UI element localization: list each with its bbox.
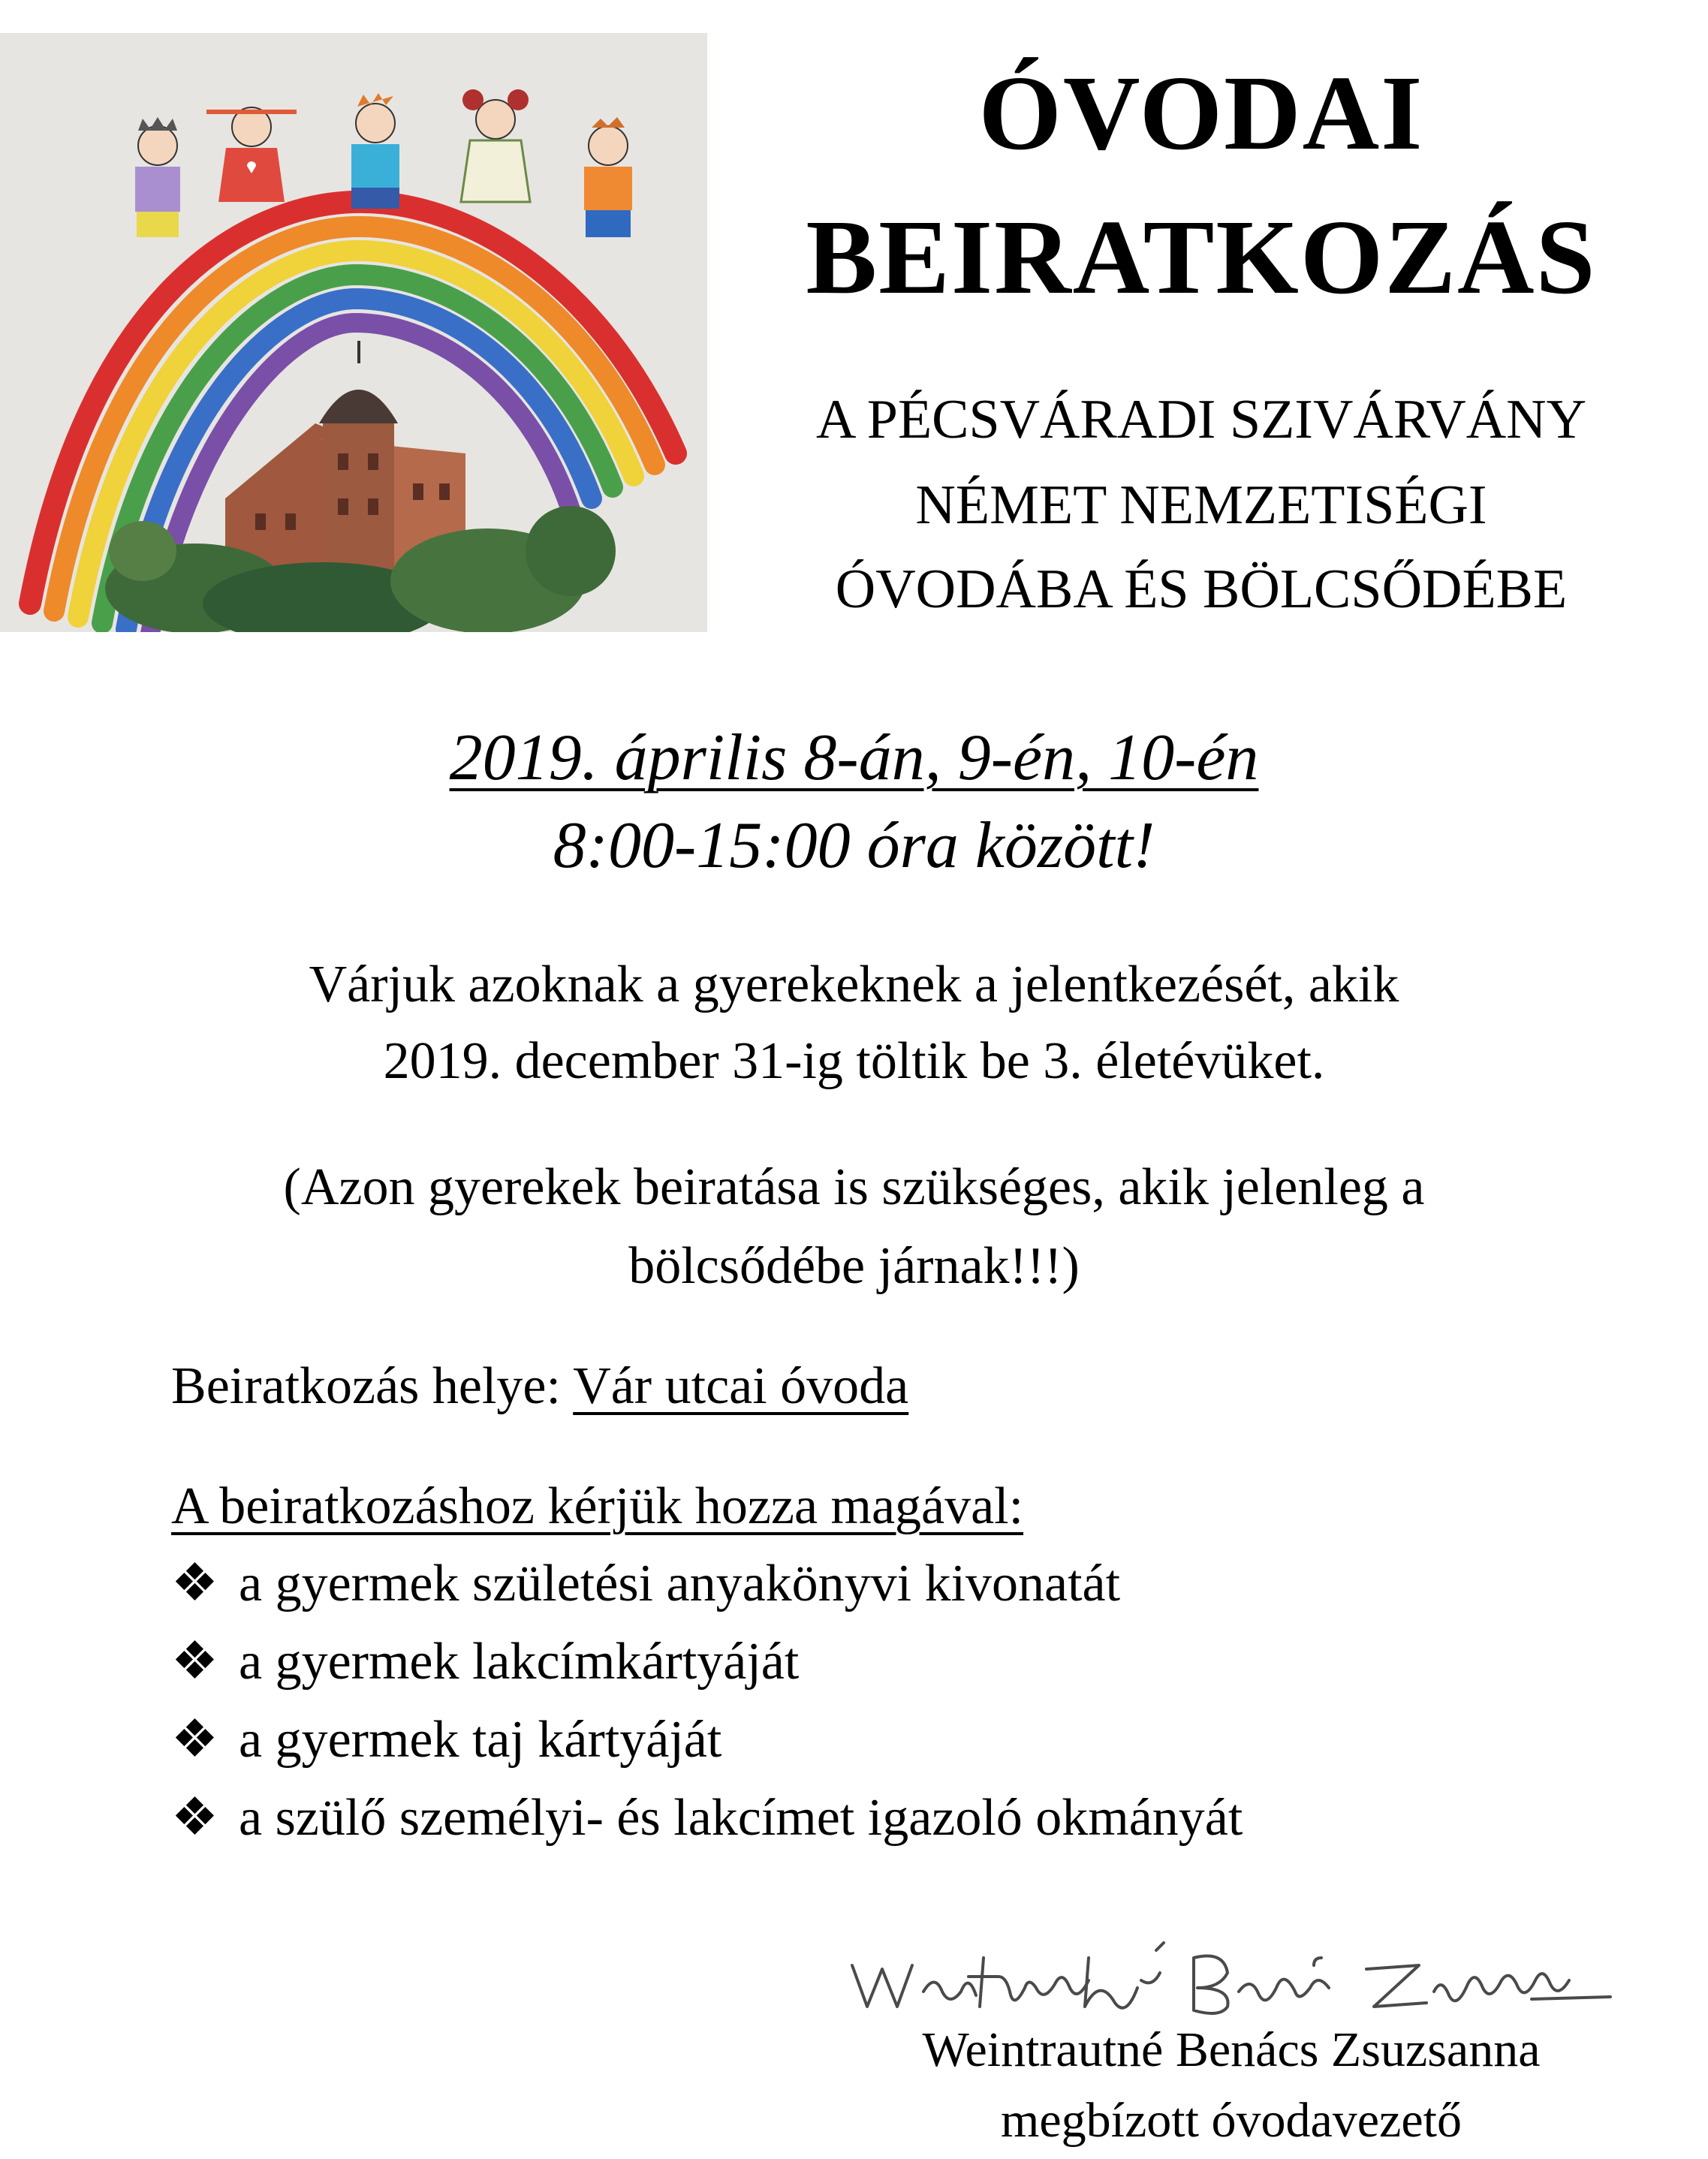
- list-item-text: a gyermek születési anyakönyvi kivonatát: [239, 1555, 1121, 1612]
- location-label: Beiratkozás helye:: [171, 1357, 574, 1415]
- diamond-bullet-icon: ❖: [171, 1633, 218, 1691]
- subtitle-line-1: A PÉCSVÁRADI SZIVÁRVÁNY: [815, 389, 1587, 450]
- notice-line-2: 2019. december 31-ig töltik be 3. életévüket.: [383, 1032, 1325, 1090]
- notice-line-1: Várjuk azoknak a gyerekeknek a jelentkezését, akik: [309, 956, 1399, 1013]
- title-line-2: BEIRATKOZÁS: [806, 197, 1597, 316]
- diamond-bullet-icon: ❖: [171, 1789, 218, 1847]
- enrollment-hours: 8:00-15:00 óra között!: [553, 809, 1155, 882]
- note-line-2: bölcsődébe járnak!!!): [628, 1237, 1080, 1295]
- handwritten-signature: [841, 1935, 1614, 2018]
- requirements-heading-text: A beiratkozáshoz kérjük hozza magával:: [171, 1477, 1024, 1535]
- list-item: [171, 1783, 1243, 1853]
- list-item-text: a gyermek taj kártyáját: [239, 1711, 722, 1769]
- title-line-1: ÓVODAI: [978, 53, 1424, 172]
- rainbow-kindergarten-illustration: [0, 33, 707, 632]
- note-line-1: (Azon gyerekek beiratása is szükséges, akik jelenleg a: [283, 1158, 1425, 1216]
- location-value: Vár utcai óvoda: [573, 1357, 909, 1415]
- enrollment-dates-text: 2019. április 8-án, 9-én, 10-én: [449, 721, 1259, 794]
- enrollment-dates: [0, 717, 1708, 799]
- diamond-bullet-icon: ❖: [171, 1555, 218, 1612]
- subtitle-line-3: ÓVODÁBA ÉS BÖLCSŐDÉBE: [835, 559, 1568, 620]
- list-item: [171, 1549, 1120, 1619]
- signature-scribble: [841, 1935, 1614, 2018]
- diamond-bullet-icon: ❖: [171, 1711, 218, 1769]
- signatory-role: megbízott óvodavezető: [1001, 2093, 1462, 2148]
- list-item-text: a szülő személyi- és lakcímet igazoló okmányát: [239, 1789, 1243, 1847]
- enrollment-location: [171, 1351, 908, 1422]
- illustration-drawing: [0, 33, 707, 632]
- list-item: [171, 1627, 799, 1697]
- subtitle-line-2: NÉMET NEMZETISÉGI: [915, 474, 1487, 536]
- requirements-heading: [171, 1471, 1023, 1542]
- signatory-name: Weintrautné Benács Zsuzsanna: [922, 2022, 1541, 2077]
- list-item-text: a gyermek lakcímkártyáját: [239, 1633, 800, 1691]
- list-item: [171, 1705, 721, 1775]
